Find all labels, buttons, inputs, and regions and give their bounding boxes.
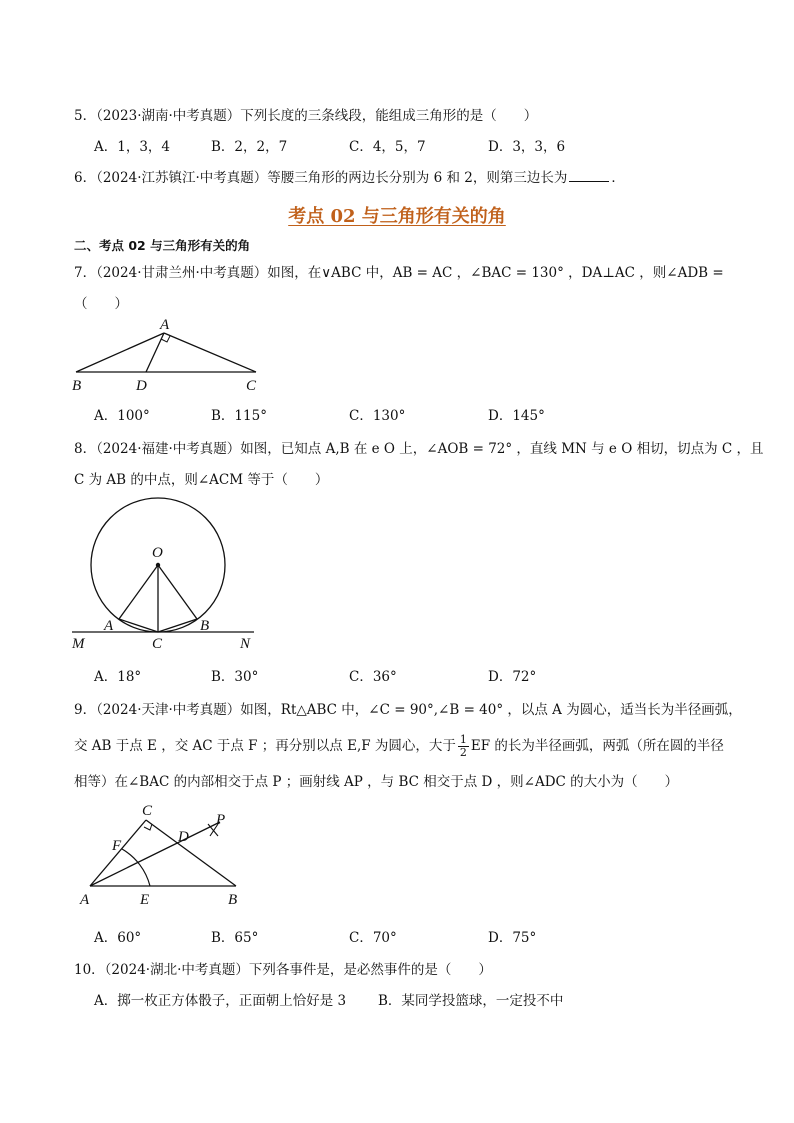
label-d: D xyxy=(178,829,189,845)
q8-option-d: D．72° xyxy=(488,669,537,685)
label-p: P xyxy=(216,812,226,828)
label-f: F xyxy=(112,838,122,854)
q10-stem: 10．（2024·湖北·中考真题）下列各事件是，是必然事件的是（ ） xyxy=(74,962,492,978)
q7-option-b: B．115° xyxy=(211,408,267,424)
q5-stem: 5．（2023·湖南·中考真题）下列长度的三条线段，能组成三角形的是（ ） xyxy=(74,108,538,124)
label-c: C xyxy=(142,803,153,819)
q7-option-c: C．130° xyxy=(349,408,406,424)
label-c: C xyxy=(152,636,163,652)
q5-option-b: B．2，2，7 xyxy=(211,139,288,155)
q7-triangle-figure xyxy=(70,312,270,394)
q8-circle-figure xyxy=(68,490,268,652)
fraction-denominator: 2 xyxy=(459,746,467,759)
q9-stem-line3: 相等）在∠BAC 的内部相交于点 P ；画射线 AP ，与 BC 相交于点 D ，则∠ADC 的大小为（ ） xyxy=(74,774,679,790)
fraction-numerator: 1 xyxy=(459,733,467,746)
q10-option-a: A．掷一枚正方体骰子，正面朝上恰好是 3 xyxy=(94,993,347,1009)
radius-ob xyxy=(158,565,197,619)
label-b: B xyxy=(228,892,238,908)
q9-text-b: EF 的长为半径画弧，两弧（所在圆的半径 xyxy=(470,738,724,754)
fraction-one-half xyxy=(458,734,469,759)
q9-option-d: D．75° xyxy=(488,930,537,946)
label-b: B xyxy=(72,378,82,394)
q9-option-c: C．70° xyxy=(349,930,397,946)
q6-stem xyxy=(74,166,625,186)
label-d: D xyxy=(136,378,147,394)
label-a: A xyxy=(160,317,170,333)
label-e: E xyxy=(140,892,150,908)
q7-stem-cont: （ ） xyxy=(74,296,128,312)
q9-stem-line2 xyxy=(74,734,724,759)
q8-option-c: C．36° xyxy=(349,669,397,685)
q7-stem: 7．（2024·甘肃兰州·中考真题）如图，在∨ABC 中，AB = AC ，∠BAC = 130° ，DA⊥AC ，则∠ADB = xyxy=(74,265,724,281)
q9-stem: 9．（2024·天津·中考真题）如图，Rt△ABC 中，∠C = 90°,∠B = 40° ，以点 A 为圆心，适当长为半径画弧， xyxy=(74,702,742,718)
answer-blank xyxy=(569,169,609,182)
label-o: O xyxy=(152,545,163,561)
q6-tail: ． xyxy=(611,170,625,186)
q5-option-d: D．3，3，6 xyxy=(488,139,566,155)
section-subtitle: 二、考点 02 与三角形有关的角 xyxy=(74,238,251,253)
ray-ap xyxy=(90,822,220,886)
label-m: M xyxy=(72,636,85,652)
q5-option-a: A．1，3，4 xyxy=(94,139,171,155)
q8-stem: 8．（2024·福建·中考真题）如图，已知点 A,B 在 e O 上，∠AOB = 72° ，直线 MN 与 e O 相切，切点为 C ，且 xyxy=(74,441,764,457)
center-point xyxy=(156,563,160,567)
radius-oa xyxy=(119,565,158,619)
q5-option-c: C．4，5，7 xyxy=(349,139,426,155)
label-c: C xyxy=(246,378,257,394)
q9-option-a: A．60° xyxy=(94,930,142,946)
q8-stem-cont: C 为 AB 的中点，则∠ACM 等于（ ） xyxy=(74,472,329,488)
q9-text-a: 交 AB 于点 E ，交 AC 于点 F ；再分别以点 E,F 为圆心，大于 xyxy=(74,738,456,754)
q7-option-d: D．145° xyxy=(488,408,545,424)
q10-option-b: B．某同学投篮球，一定投不中 xyxy=(378,993,564,1009)
segment-cb xyxy=(146,820,236,886)
q8-option-b: B．30° xyxy=(211,669,259,685)
chord-ac xyxy=(119,619,158,632)
q7-option-a: A．100° xyxy=(94,408,150,424)
segment-ac xyxy=(164,333,256,372)
label-n: N xyxy=(240,636,251,652)
segment-ab xyxy=(76,333,164,372)
right-angle-mark xyxy=(144,824,152,830)
q6-text: 6．（2024·江苏镇江·中考真题）等腰三角形的两边长分别为 6 和 2，则第三边长为 xyxy=(74,170,568,186)
label-b: B xyxy=(200,618,210,634)
section-title: 考点 02 与三角形有关的角 xyxy=(288,206,506,227)
label-a: A xyxy=(104,618,114,634)
q9-option-b: B．65° xyxy=(211,930,259,946)
chord-cb xyxy=(158,619,197,632)
q9-construction-figure xyxy=(72,798,262,910)
q8-option-a: A．18° xyxy=(94,669,142,685)
label-a: A xyxy=(80,892,90,908)
